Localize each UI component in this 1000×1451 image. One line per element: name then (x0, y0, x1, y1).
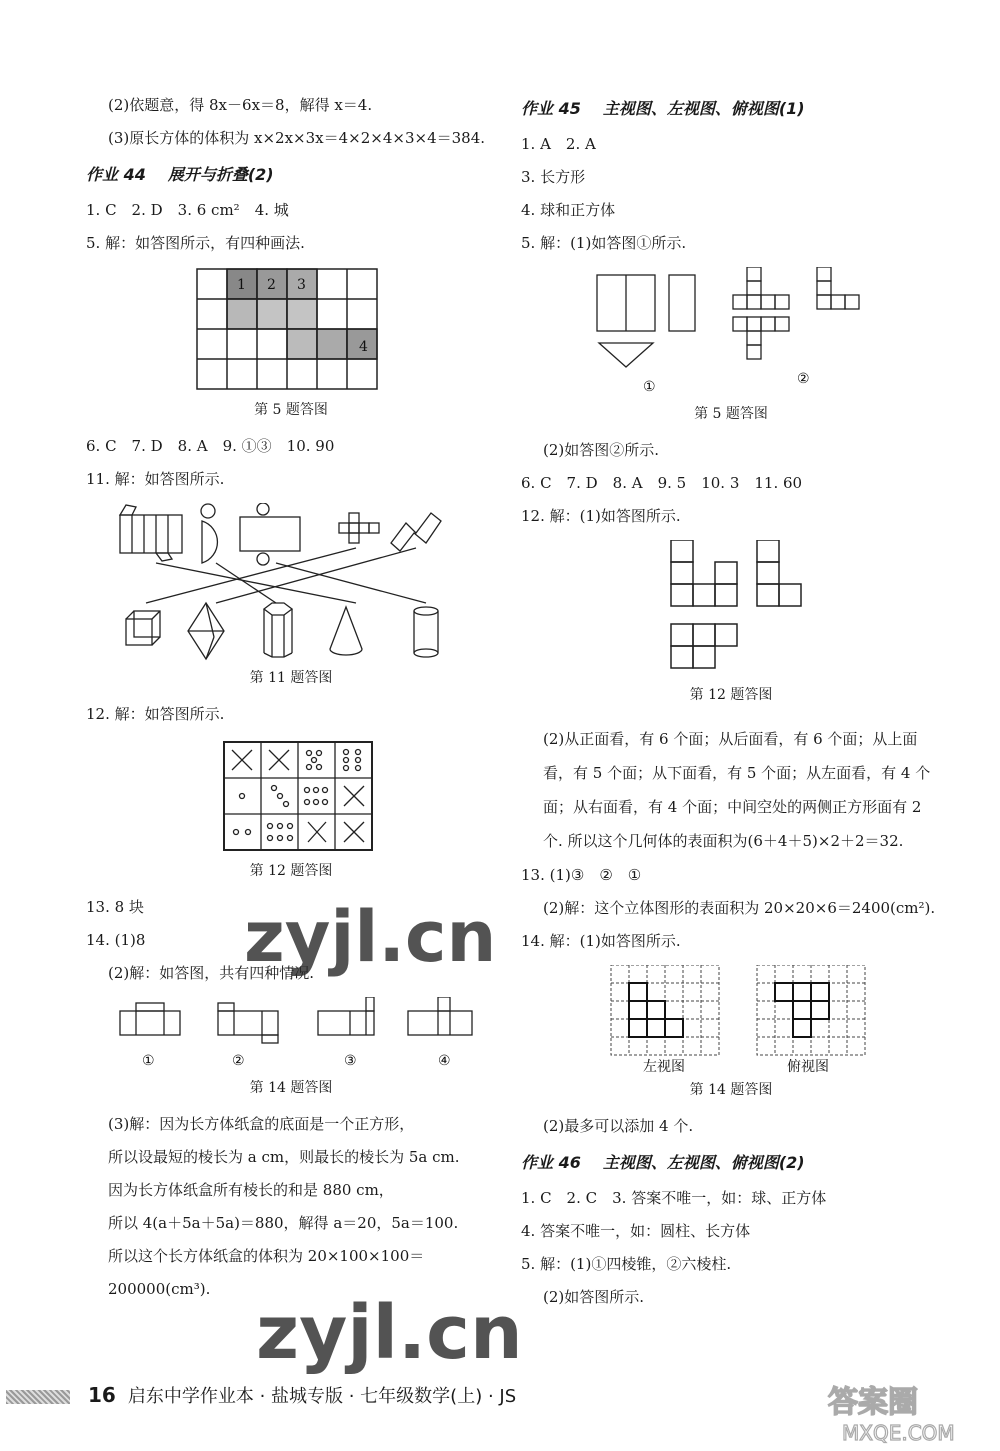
page-footer (0, 1378, 1000, 1418)
footer-pattern (6, 1390, 70, 1404)
answer-line: 12. 解：如答图所示. (86, 705, 225, 723)
view-name: 俯视图 (787, 1059, 829, 1075)
answer-line: (2)最多可以添加 4 个. (543, 1117, 694, 1135)
answer-line: 11. 解：如答图所示. (86, 470, 225, 488)
net-label: ① (142, 1053, 155, 1069)
answer-line: (3)原长方体的体积为 x×2x×3x＝4×2×4×3×4＝384. (108, 129, 486, 147)
heading-topic: 主视图、左视图、俯视图(2) (602, 1153, 805, 1172)
net-label: ④ (438, 1053, 451, 1069)
left-column (86, 96, 496, 1313)
view-name: 左视图 (643, 1059, 685, 1075)
answer-line: 14. (1)8 (86, 931, 146, 949)
answer-line: (2)如答图所示. (543, 1288, 645, 1306)
answer-line: 4. 球和正方体 (521, 201, 616, 219)
section-heading-46 (521, 1150, 941, 1173)
figure-q14-nets (86, 997, 496, 1073)
heading-topic: 展开与折叠(2) (167, 165, 274, 184)
answer-paragraph: (2)从正面看，有 6 个面；从后面看，有 6 个面；从上面看，有 5 个面；从下面看，有 5 个面；从左面看，有 4 个面；从右面看，有 4 个面；中间空处的两侧正方形面有 2 个. 所以这个几何体的表面积为(6＋4＋5)×2＋2＝32. (543, 730, 931, 850)
figure-q5-views (521, 267, 941, 399)
answer-line: 5. 解：(1)如答图①所示. (521, 234, 687, 252)
answer-line: 5. 解：(1)①四棱锥，②六棱柱. (521, 1255, 732, 1273)
figure-q12-dice-grid (86, 738, 496, 856)
view-label: ① (643, 379, 656, 395)
answer-line: 13. 8 块 (86, 898, 144, 916)
figure-q11-matching (86, 503, 496, 663)
answer-line: 所以设最短的棱长为 a cm，则最长的棱长为 5a cm. (108, 1148, 460, 1166)
grid-label: 3 (297, 277, 306, 293)
figure-q12-views (521, 540, 941, 680)
answer-line: 13. (1)③ ② ① (521, 866, 642, 884)
answer-line: 5. 解：如答图所示，有四种画法. (86, 234, 305, 252)
answer-line: 14. 解：(1)如答图所示. (521, 932, 681, 950)
shaded-cell (317, 329, 347, 359)
shaded-cell (257, 299, 287, 329)
page-number: 16 (88, 1383, 116, 1407)
figure-q14-views (521, 965, 941, 1075)
figure-caption: 第 12 题答图 (689, 687, 773, 703)
figure-caption: 第 11 题答图 (249, 670, 333, 686)
grid-label: 2 (267, 277, 276, 293)
right-column (521, 96, 941, 1321)
figure-caption: 第 12 题答图 (249, 863, 333, 879)
corner-logo-text: 答案圈 (828, 1385, 918, 1420)
figure-caption: 第 14 题答图 (689, 1082, 773, 1098)
answer-line: 1. C 2. C 3. 答案不唯一，如：球、正方体 (521, 1189, 827, 1207)
section-heading-44 (86, 162, 496, 185)
shaded-cell (227, 299, 257, 329)
answer-line: 1. C 2. D 3. 6 cm² 4. 城 (86, 201, 289, 219)
answer-line: 因为长方体纸盒所有棱长的和是 880 cm， (108, 1181, 394, 1199)
answer-line: (2)解：如答图，共有四种情况. (108, 964, 315, 982)
watermark-text: zyjl.cn (244, 896, 497, 978)
grid-label: 4 (359, 339, 368, 355)
footer-text (88, 1382, 516, 1408)
answer-line: (2)如答图②所示. (543, 441, 660, 459)
figure-q5-grid (86, 267, 496, 395)
answer-line: 所以 4(a＋5a＋5a)＝880，解得 a＝20，5a＝100. (108, 1214, 459, 1232)
view-label: ② (797, 371, 810, 387)
heading-number: 作业 45 (521, 99, 581, 118)
section-heading-45 (521, 96, 941, 119)
shaded-cell (287, 329, 317, 359)
heading-number: 作业 44 (86, 165, 146, 184)
answer-line: 6. C 7. D 8. A 9. ①③ 10. 90 (86, 437, 335, 455)
answer-line: 1. A 2. A (521, 135, 596, 153)
answer-line: 6. C 7. D 8. A 9. 5 10. 3 11. 60 (521, 474, 803, 492)
corner-logo-url: MXQE.COM (842, 1421, 955, 1444)
answer-line: 4. 答案不唯一，如：圆柱、长方体 (521, 1222, 751, 1240)
answer-line: (2)依题意，得 8x－6x＝8，解得 x＝4. (108, 96, 373, 114)
book-title: 启东中学作业本 · 盐城专版 · 七年级数学(上) · JS (127, 1386, 517, 1407)
watermark-text: zyjl.cn (256, 1290, 523, 1376)
figure-caption: 第 5 题答图 (694, 406, 768, 422)
net-label: ② (232, 1053, 245, 1069)
answer-line: 12. 解：(1)如答图所示. (521, 507, 681, 525)
heading-topic: 主视图、左视图、俯视图(1) (602, 99, 805, 118)
figure-caption: 第 5 题答图 (254, 402, 328, 418)
answer-line: (2)解：这个立体图形的表面积为 20×20×6＝2400(cm²). (543, 899, 936, 917)
heading-number: 作业 46 (521, 1153, 581, 1172)
answer-line: (3)解：因为长方体纸盒的底面是一个正方形， (108, 1115, 415, 1133)
grid-label: 1 (237, 277, 246, 293)
answer-line: 200000(cm³). (108, 1280, 211, 1298)
shaded-cell (287, 299, 317, 329)
answer-line: 所以这个长方体纸盒的体积为 20×100×100＝ (108, 1247, 425, 1265)
net-label: ③ (344, 1053, 357, 1069)
answer-line: 3. 长方形 (521, 168, 586, 186)
figure-caption: 第 14 题答图 (249, 1080, 333, 1096)
